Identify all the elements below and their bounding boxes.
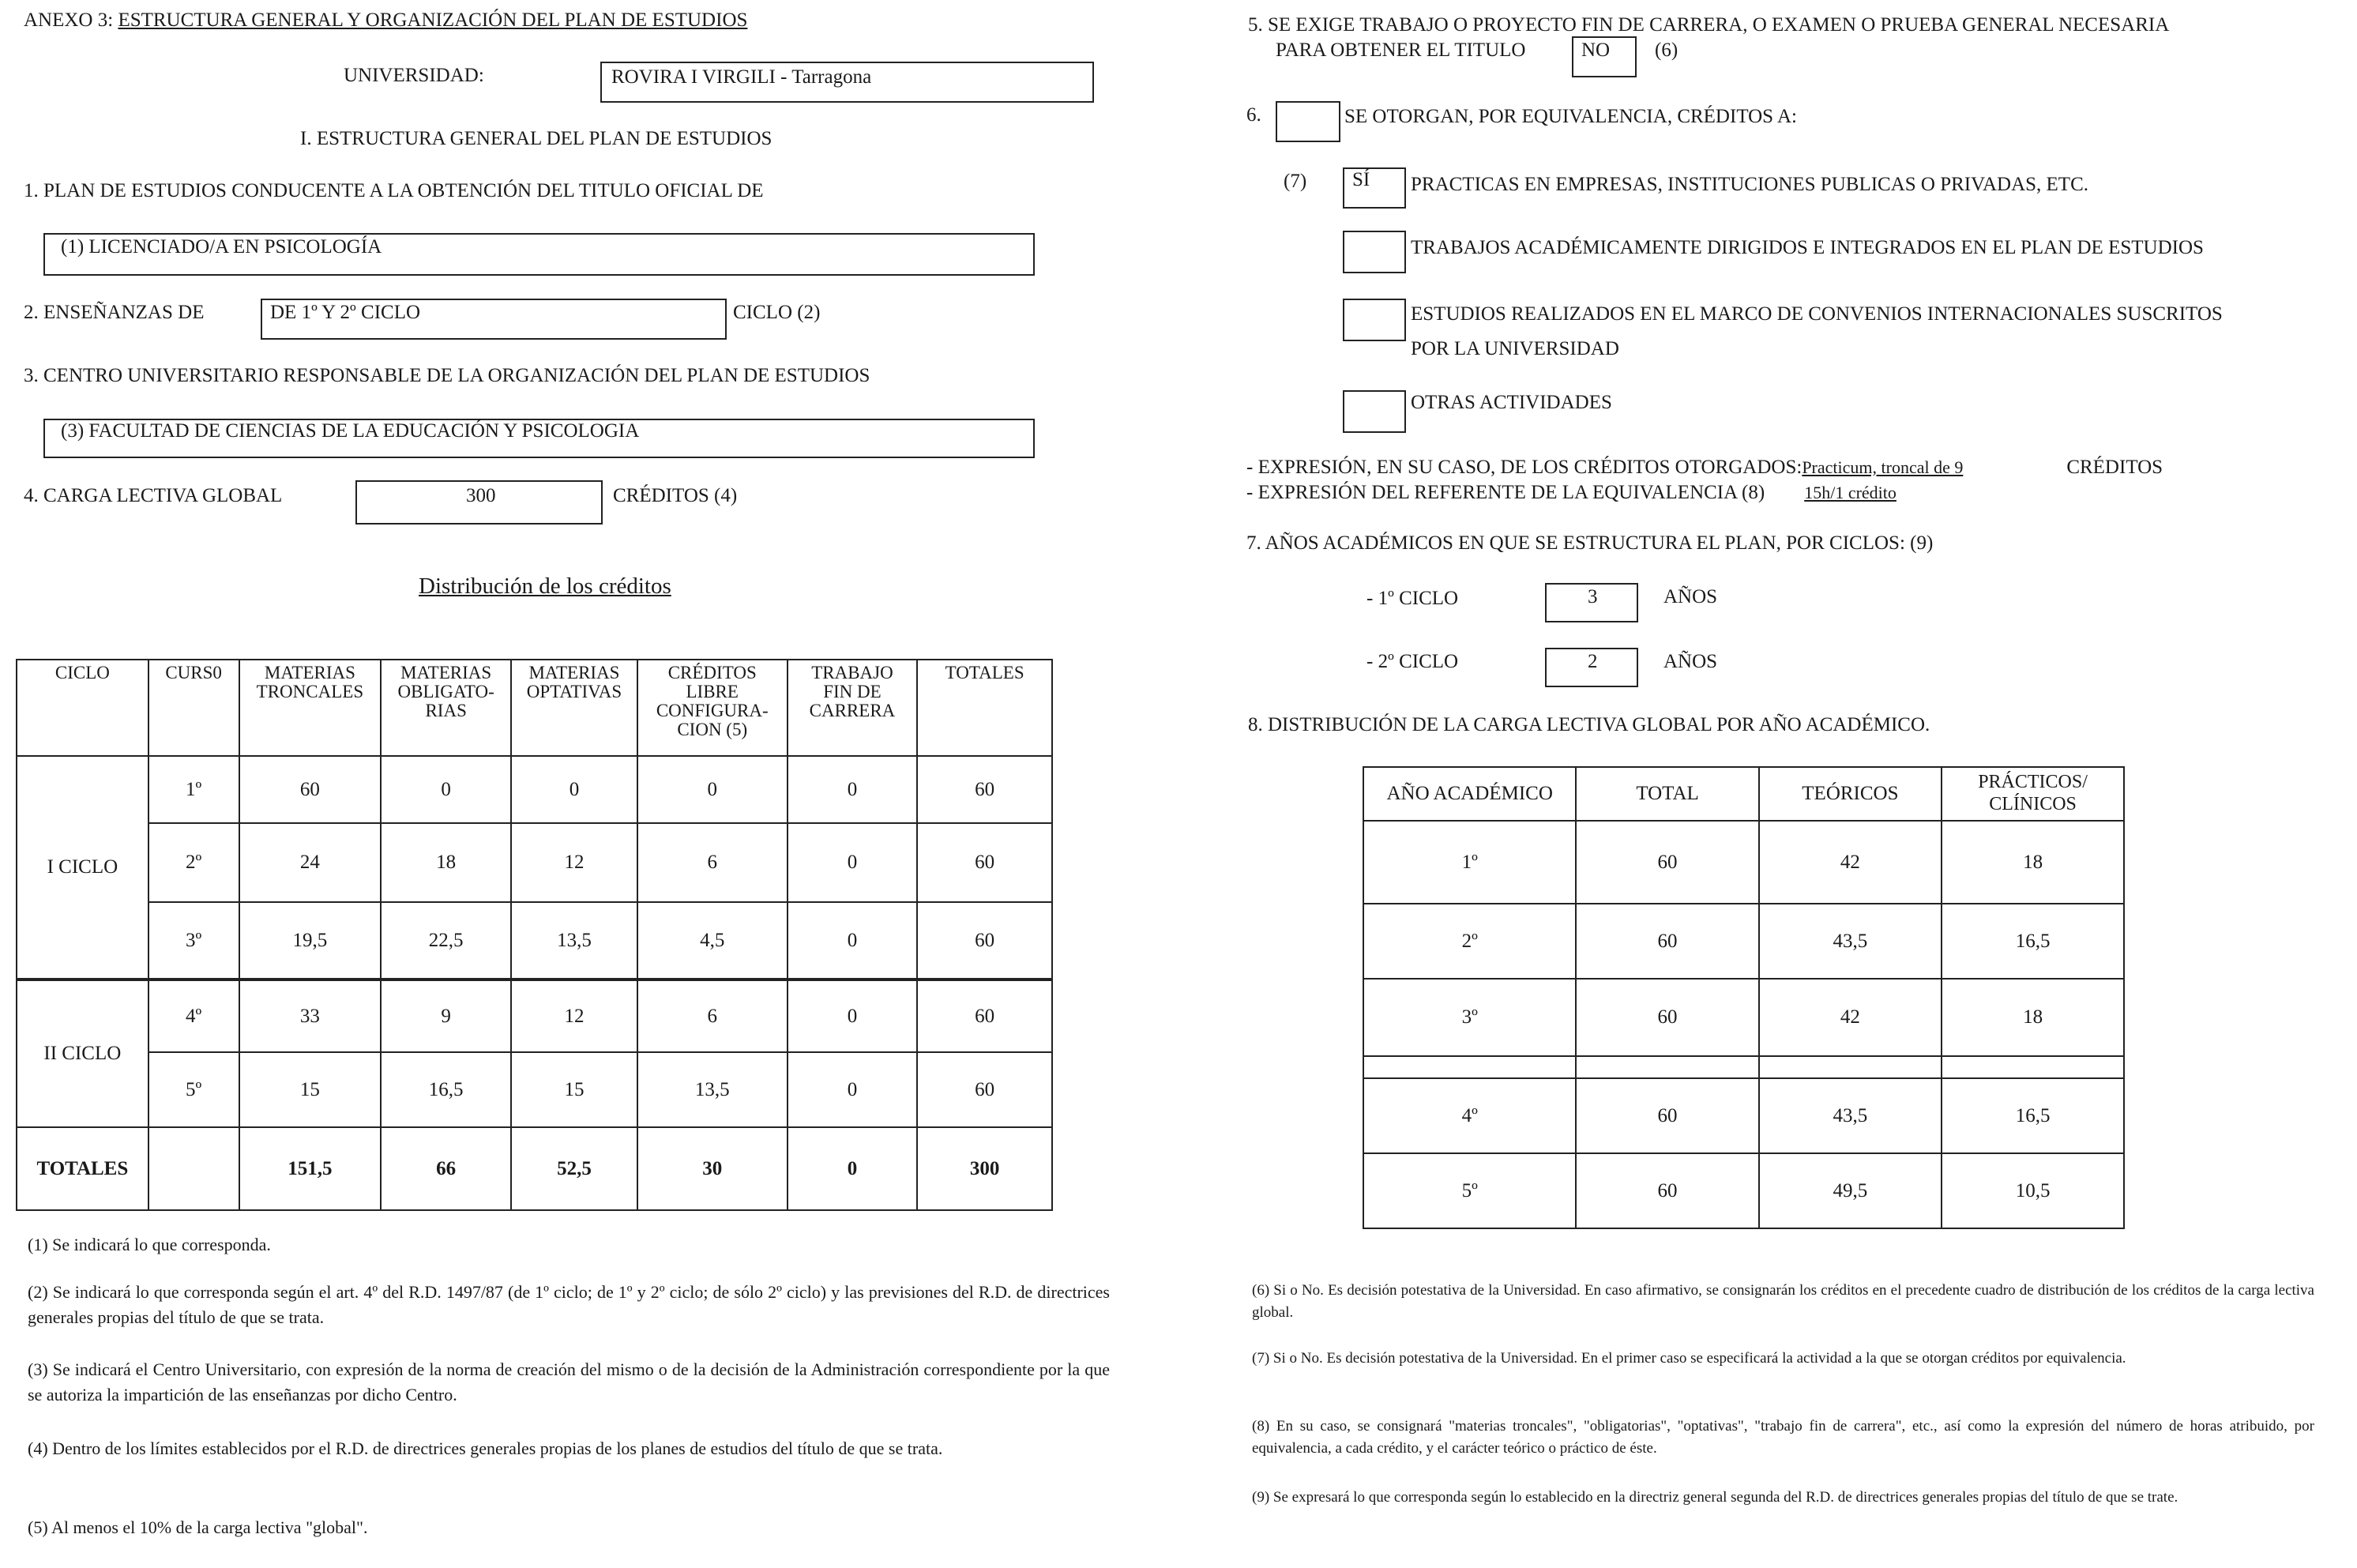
totals-label: TOTALES xyxy=(17,1127,148,1210)
table-cell: 22,5 xyxy=(381,902,511,980)
university-value: ROVIRA I VIRGILI - Tarragona xyxy=(611,66,872,88)
item2-label: 2. ENSEÑANZAS DE xyxy=(24,302,205,323)
header-cell: PRÁCTICOS/ CLÍNICOS xyxy=(1942,767,2124,821)
table-cell xyxy=(148,1127,239,1210)
totals-row xyxy=(17,1127,1052,1210)
option2-text: TRABAJOS ACADÉMICAMENTE DIRIGIDOS E INTEGRADOS EN EL PLAN DE ESTUDIOS xyxy=(1411,237,2204,258)
final-project-value: NO xyxy=(1581,39,1611,61)
degree-value: (1) LICENCIADO/A EN PSICOLOGÍA xyxy=(61,236,382,258)
teaching-value: DE 1º Y 2º CICLO xyxy=(270,302,421,323)
option4-text: OTRAS ACTIVIDADES xyxy=(1411,392,1612,413)
table-cell: 43,5 xyxy=(1759,904,1942,979)
option3-checkbox xyxy=(1343,299,1406,341)
item4-label: 4. CARGA LECTIVA GLOBAL xyxy=(24,485,283,506)
table-cell: 42 xyxy=(1759,979,1942,1056)
table-cell: 3º xyxy=(1363,979,1576,1056)
spacer-cell xyxy=(1363,1056,1576,1078)
item6-label: 6. xyxy=(1246,104,1261,126)
cycle1-years-field xyxy=(1545,583,1638,622)
table-cell: 49,5 xyxy=(1759,1153,1942,1228)
cycle-cell: II CICLO xyxy=(17,980,148,1127)
header-cell: CURS0 xyxy=(148,660,239,756)
table-cell: 1º xyxy=(1363,821,1576,904)
footnote-3: (3) Se indicará el Centro Universitario, con expresión de la norma de creación del mismo o de la decisión de la Administración correspondiente por la que se autoriza la impartición de las enseñanzas por dicho Centro. xyxy=(28,1359,1110,1404)
expr1 xyxy=(1246,457,2163,479)
table-cell: 16,5 xyxy=(1942,904,2124,979)
table-cell: 60 xyxy=(917,1052,1052,1127)
footnote-1: (1) Se indicará lo que corresponda. xyxy=(28,1235,271,1254)
table-cell: 16,5 xyxy=(381,1052,511,1127)
table-cell: 60 xyxy=(1576,821,1758,904)
table-cell: 60 xyxy=(917,902,1052,980)
table-cell: 18 xyxy=(1942,979,2124,1056)
annex-title: ESTRUCTURA GENERAL Y ORGANIZACIÓN DEL PLAN DE ESTUDIOS xyxy=(118,9,748,31)
expr2 xyxy=(1246,482,1919,505)
option2-checkbox xyxy=(1343,231,1406,273)
table-cell: 6 xyxy=(637,980,788,1052)
table-cell: 0 xyxy=(788,1127,918,1210)
table-row xyxy=(17,980,1052,1052)
table-cell: 60 xyxy=(1576,1078,1758,1153)
table-cell: 0 xyxy=(788,902,918,980)
table-cell: 42 xyxy=(1759,821,1942,904)
distribution-title: Distribución de los créditos xyxy=(419,573,671,599)
header-cell: TOTAL xyxy=(1576,767,1758,821)
table-cell: 24 xyxy=(239,823,382,902)
table-row xyxy=(17,823,1052,902)
table-row xyxy=(1363,1078,2124,1153)
header-cell: MATERIAS OBLIGATO- RIAS xyxy=(381,660,511,756)
table-row xyxy=(1363,979,2124,1056)
expr1-suffix: CRÉDITOS xyxy=(2066,457,2163,478)
table-cell: 0 xyxy=(788,1052,918,1127)
credits-value: 300 xyxy=(466,485,496,506)
expr1-label: - EXPRESIÓN, EN SU CASO, DE LOS CRÉDITOS OTORGADOS: xyxy=(1246,457,1803,478)
table-cell: 0 xyxy=(381,756,511,823)
table-header-row xyxy=(17,660,1052,756)
table-cell: 60 xyxy=(239,756,382,823)
spacer-cell xyxy=(1576,1056,1758,1078)
annex-heading xyxy=(24,9,747,32)
table-cell: 0 xyxy=(788,980,918,1052)
header-cell: AÑO ACADÉMICO xyxy=(1363,767,1576,821)
option1-text: PRACTICAS EN EMPRESAS, INSTITUCIONES PUBLICAS O PRIVADAS, ETC. xyxy=(1411,174,2088,195)
table-cell: 15 xyxy=(511,1052,637,1127)
item8-label: 8. DISTRIBUCIÓN DE LA CARGA LECTIVA GLOBAL POR AÑO ACADÉMICO. xyxy=(1248,714,1930,735)
cycle-cell: I CICLO xyxy=(17,756,148,980)
footnote-5: (5) Al menos el 10% de la carga lectiva "global". xyxy=(28,1517,368,1537)
table-cell: 12 xyxy=(511,980,637,1052)
table-cell: 0 xyxy=(511,756,637,823)
curso-cell: 1º xyxy=(148,756,239,823)
curso-cell: 2º xyxy=(148,823,239,902)
center-field xyxy=(43,419,1035,458)
table-cell: 4º xyxy=(1363,1078,1576,1153)
table-cell: 66 xyxy=(381,1127,511,1210)
footnote-8: (8) En su caso, se consignará "materias troncales", "obligatorias", "optativas", "trabajo fin de carrera", etc., así como la expresión del número de horas atribuido, por equivalencia, a cada crédito, y el carácter teórico o práctico de éste. xyxy=(1252,1418,2314,1457)
table-row xyxy=(1363,904,2124,979)
header-cell: CRÉDITOS LIBRE CONFIGURA- CION (5) xyxy=(637,660,788,756)
table-cell: 10,5 xyxy=(1942,1153,2124,1228)
teaching-field xyxy=(261,299,727,340)
degree-field xyxy=(43,233,1035,276)
table-cell: 30 xyxy=(637,1127,788,1210)
final-project-field xyxy=(1572,36,1637,77)
table-cell: 0 xyxy=(637,756,788,823)
table-cell: 52,5 xyxy=(511,1127,637,1210)
table-cell: 4,5 xyxy=(637,902,788,980)
center-value: (3) FACULTAD DE CIENCIAS DE LA EDUCACIÓN Y PSICOLOGIA xyxy=(61,420,640,442)
table-row xyxy=(17,1052,1052,1127)
item1-label: 1. PLAN DE ESTUDIOS CONDUCENTE A LA OBTENCIÓN DEL TITULO OFICIAL DE xyxy=(24,180,764,201)
university-field xyxy=(600,62,1094,103)
table-cell: 60 xyxy=(1576,904,1758,979)
university-label: UNIVERSIDAD: xyxy=(344,65,484,86)
table-row xyxy=(1363,1153,2124,1228)
cycle2-years-label: AÑOS xyxy=(1663,651,1718,672)
footnote-7: (7) Si o No. Es decisión potestativa de la Universidad. En el primer caso se especificará la actividad a la que se otorgan créditos por equivalencia. xyxy=(1252,1350,2126,1367)
option1-checkbox xyxy=(1343,167,1406,209)
option3-text-line2: POR LA UNIVERSIDAD xyxy=(1411,338,1619,359)
item6-text: SE OTORGAN, POR EQUIVALENCIA, CRÉDITOS A: xyxy=(1344,106,1797,127)
curso-cell: 4º xyxy=(148,980,239,1052)
table-cell: 16,5 xyxy=(1942,1078,2124,1153)
footnote-4: (4) Dentro de los límites establecidos por el R.D. de directrices generales propias de los planes de estudios del título de que se trata. xyxy=(28,1438,943,1458)
header-cell: MATERIAS TRONCALES xyxy=(239,660,382,756)
curso-cell: 3º xyxy=(148,902,239,980)
table-cell: 13,5 xyxy=(511,902,637,980)
item6-note: (7) xyxy=(1284,171,1307,192)
table-cell: 0 xyxy=(788,823,918,902)
credits-distribution-table xyxy=(16,659,1053,1211)
header-cell: TEÓRICOS xyxy=(1759,767,1942,821)
header-cell: TRABAJO FIN DE CARRERA xyxy=(788,660,918,756)
item5-suffix: (6) xyxy=(1655,39,1678,61)
curso-cell: 5º xyxy=(148,1052,239,1127)
annual-load-table xyxy=(1363,766,2125,1229)
header-cell: CICLO xyxy=(17,660,148,756)
item5-line2: PARA OBTENER EL TITULO xyxy=(1276,39,1526,61)
table-cell: 60 xyxy=(917,756,1052,823)
table-cell: 18 xyxy=(381,823,511,902)
item4-suffix: CRÉDITOS (4) xyxy=(613,485,738,506)
table-cell: 0 xyxy=(788,756,918,823)
spacer-cell xyxy=(1942,1056,2124,1078)
item7-label: 7. AÑOS ACADÉMICOS EN QUE SE ESTRUCTURA EL PLAN, POR CICLOS: (9) xyxy=(1246,532,1934,554)
table-cell: 2º xyxy=(1363,904,1576,979)
cycle2-years-field xyxy=(1545,648,1638,687)
table-row xyxy=(1363,821,2124,904)
table-cell: 19,5 xyxy=(239,902,382,980)
item2-suffix: CICLO (2) xyxy=(733,302,821,323)
spacer-cell xyxy=(1759,1056,1942,1078)
cycle1-label: - 1º CICLO xyxy=(1366,588,1459,609)
header-cell: MATERIAS OPTATIVAS xyxy=(511,660,637,756)
option4-checkbox xyxy=(1343,390,1406,433)
table-cell: 13,5 xyxy=(637,1052,788,1127)
cycle2-label: - 2º CICLO xyxy=(1366,651,1459,672)
option1-value: SÍ xyxy=(1352,169,1370,190)
footnote-9: (9) Se expresará lo que corresponda según lo establecido en la directriz general segunda del R.D. de directrices generales propias del título de que se trate. xyxy=(1252,1489,2178,1506)
table-cell: 6 xyxy=(637,823,788,902)
table-cell: 300 xyxy=(917,1127,1052,1210)
table-cell: 60 xyxy=(917,823,1052,902)
table-cell: 60 xyxy=(1576,979,1758,1056)
table-cell: 5º xyxy=(1363,1153,1576,1228)
table-cell: 43,5 xyxy=(1759,1078,1942,1153)
item3-label: 3. CENTRO UNIVERSITARIO RESPONSABLE DE LA ORGANIZACIÓN DEL PLAN DE ESTUDIOS xyxy=(24,365,870,386)
expr1-value: Practicum, troncal de 9 xyxy=(1802,457,1964,477)
table-cell: 12 xyxy=(511,823,637,902)
annex-prefix: ANEXO 3: xyxy=(24,9,118,31)
section-title: I. ESTRUCTURA GENERAL DEL PLAN DE ESTUDIOS xyxy=(300,128,773,149)
table-cell: 33 xyxy=(239,980,382,1052)
table-cell: 9 xyxy=(381,980,511,1052)
table-cell: 60 xyxy=(1576,1153,1758,1228)
header-cell: TOTALES xyxy=(917,660,1052,756)
item5-line1: 5. SE EXIGE TRABAJO O PROYECTO FIN DE CARRERA, O EXAMEN O PRUEBA GENERAL NECESARIA xyxy=(1248,14,2170,36)
footnote-2: (2) Se indicará lo que corresponda según el art. 4º del R.D. 1497/87 (de 1º ciclo; de 1º y 2º ciclo; de sólo 2º ciclo) y las previsiones del R.D. de directrices generales propias del título de que se trata. xyxy=(28,1282,1110,1327)
option3-text-line1: ESTUDIOS REALIZADOS EN EL MARCO DE CONVENIOS INTERNACIONALES SUSCRITOS xyxy=(1411,303,2223,325)
table-cell: 15 xyxy=(239,1052,382,1127)
cycle2-years-value: 2 xyxy=(1588,651,1598,672)
table-cell: 60 xyxy=(917,980,1052,1052)
table-cell: 18 xyxy=(1942,821,2124,904)
table-header-row xyxy=(1363,767,2124,821)
cycle1-years-label: AÑOS xyxy=(1663,586,1718,607)
item6-checkbox xyxy=(1276,101,1340,142)
cycle1-years-value: 3 xyxy=(1588,586,1598,607)
expr2-value: 15h/1 crédito xyxy=(1804,483,1897,502)
table-row xyxy=(17,902,1052,980)
spacer-row xyxy=(1363,1056,2124,1078)
table-row xyxy=(17,756,1052,823)
table-cell: 151,5 xyxy=(239,1127,382,1210)
expr2-label: - EXPRESIÓN DEL REFERENTE DE LA EQUIVALENCIA (8) xyxy=(1246,482,1765,503)
credits-field xyxy=(355,480,603,525)
footnote-6: (6) Si o No. Es decisión potestativa de la Universidad. En caso afirmativo, se consignarán los créditos en el precedente cuadro de distribución de los créditos de la carga lectiva global. xyxy=(1252,1282,2314,1321)
